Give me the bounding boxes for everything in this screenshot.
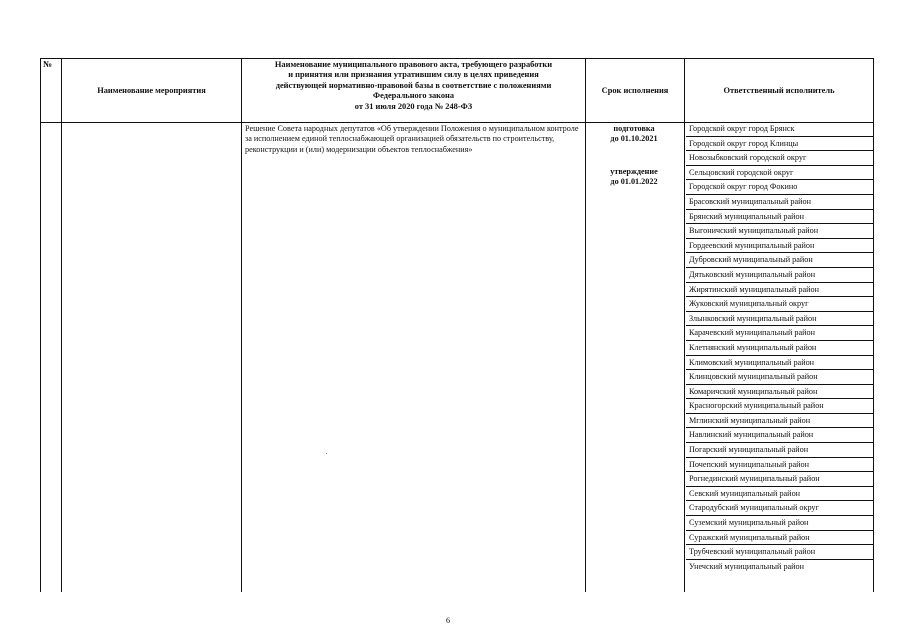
executor-row: Почепский муниципальный район (686, 458, 874, 473)
executor-row: Жирятинский муниципальный район (686, 283, 874, 298)
header-executor: Ответственный исполнитель (723, 86, 835, 95)
executor-row: Мглинский муниципальный район (686, 414, 874, 429)
page-number: 6 (446, 616, 450, 625)
executor-row: Навлинский муниципальный район (686, 428, 874, 443)
executor-row: Клетнянский муниципальный район (686, 341, 874, 356)
deadline-cell (588, 124, 680, 188)
deadline-approve-date: до 01.01.2022 (610, 177, 658, 187)
executor-row: Суражский муниципальный район (686, 531, 874, 546)
scan-speck (326, 453, 327, 454)
header-num: № (43, 59, 53, 69)
header-event: Наименование мероприятия (97, 86, 206, 95)
executor-row: Городской округ город Клинцы (686, 137, 874, 152)
executor-row: Рогнединский муниципальный район (686, 472, 874, 487)
deadline-prep-label: подготовка (613, 124, 655, 133)
executor-row: Злынковский муниципальный район (686, 312, 874, 327)
deadline-prep-date: до 01.10.2021 (610, 134, 658, 144)
executor-row: Карачевский муниципальный район (686, 326, 874, 341)
col-divider-event (241, 58, 242, 592)
executor-row: Стародубский муниципальный округ (686, 501, 874, 516)
header-act-line: и принятия или признания утратившим силу в целях приведения (288, 70, 539, 80)
executor-row: Унечский муниципальный район (689, 561, 805, 571)
executor-row: Сельцовский городской округ (686, 166, 874, 181)
legal-act-text: Решение Совета народных депутатов «Об утверждении Положения о муниципальном контроле за исполнением единой теплоснабжающей организацией обязательств по строительству, реконструкции и (или) модернизации объектов теплоснабжения» (245, 124, 579, 154)
executor-row: Трубчевский муниципальный район (686, 545, 874, 560)
plan-table (40, 58, 874, 592)
executor-row: Дятьковский муниципальный район (686, 268, 874, 283)
executor-row: Выгоничский муниципальный район (686, 224, 874, 239)
header-act-line: от 31 июля 2020 года № 248-ФЗ (354, 101, 473, 111)
col-divider-num (61, 58, 62, 592)
deadline-approve-label: утверждение (610, 166, 658, 176)
header-deadline: Срок исполнения (601, 86, 669, 95)
executor-row: Комаричский муниципальный район (686, 385, 874, 400)
executor-row: Климовский муниципальный район (686, 356, 874, 371)
executor-row: Клинцовский муниципальный район (686, 370, 874, 385)
executor-list (686, 122, 874, 574)
executor-row: Жуковский муниципальный округ (686, 297, 874, 312)
header-act (242, 60, 585, 112)
executor-row: Дубровский муниципальный район (686, 253, 874, 268)
executor-row: Красногорский муниципальный район (686, 399, 874, 414)
col-divider-deadline (684, 58, 685, 592)
executor-row: Суземский муниципальный район (686, 516, 874, 531)
executor-row: Брянский муниципальный район (686, 210, 874, 225)
col-divider-act (585, 58, 586, 592)
header-act-line: Наименование муниципального правового акта, требующего разработки (274, 60, 553, 69)
executor-row: Погарский муниципальный район (686, 443, 874, 458)
header-act-line: Федерального закона (372, 91, 455, 101)
executor-row: Брасовский муниципальный район (686, 195, 874, 210)
executor-row: Городской округ город Брянск (686, 122, 874, 137)
table-border-left (40, 58, 41, 592)
executor-row: Севский муниципальный район (686, 487, 874, 502)
table-border-top (40, 58, 874, 59)
executor-row: Городской округ город Фокино (686, 180, 874, 195)
executor-row: Новозыбковский городской округ (686, 151, 874, 166)
header-act-line: действующей нормативно-правовой базы в соответствие с положениями (275, 80, 552, 90)
executor-row: Гордеевский муниципальный район (686, 239, 874, 254)
